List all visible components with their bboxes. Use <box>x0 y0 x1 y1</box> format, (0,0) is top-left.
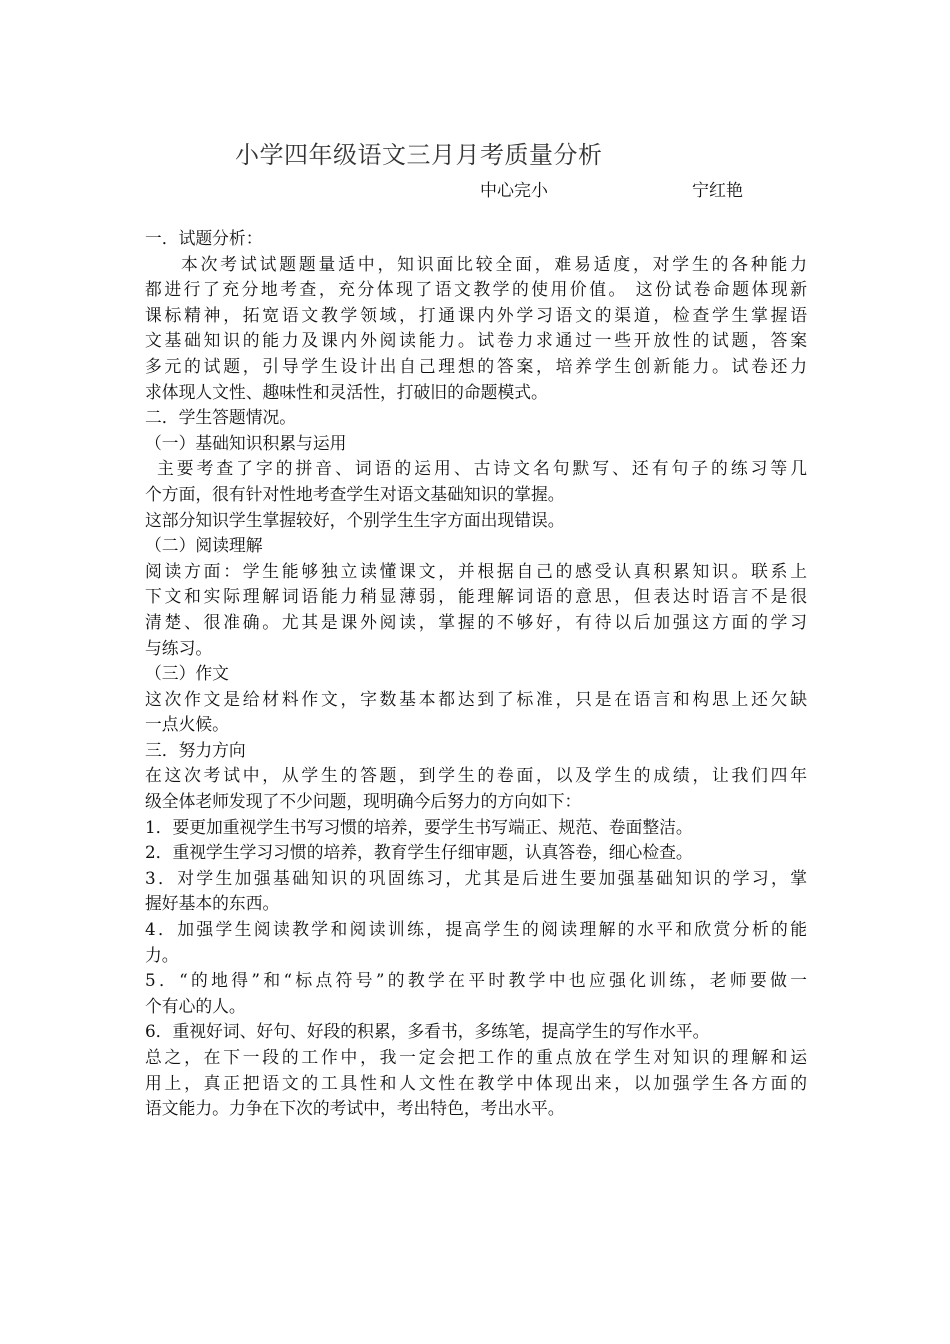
paragraph-line: 求体现人文性、趣味性和灵活性，打破旧的命题模式。 <box>145 381 548 402</box>
list-item: 3．对学生加强基础知识的巩固练习，尤其是后进生要加强基础知识的学习，掌 <box>145 867 807 888</box>
section-heading: 三．努力方向 <box>145 739 246 760</box>
author-name: 宁红艳 <box>692 181 743 201</box>
list-item: 1．要更加重视学生书写习惯的培养，要学生书写端正、规范、卷面整洁。 <box>145 816 693 837</box>
paragraph-line: 下文和实际理解词语能力稍显薄弱，能理解词语的意思，但表达时语言不是很 <box>145 586 807 607</box>
paragraph-line: 个方面，很有针对性地考查学生对语文基础知识的掌握。 <box>145 483 565 504</box>
paragraph-line: 文基础知识的能力及课内外阅读能力。试卷力求通过一些开放性的试题，答案 <box>145 330 807 351</box>
paragraph-line: 与练习。 <box>145 637 213 658</box>
subsection-heading: （三）作文 <box>145 663 229 684</box>
paragraph-line: 一点火候。 <box>145 714 229 735</box>
paragraph-line: 这部分知识学生掌握较好，个别学生生字方面出现错误。 <box>145 509 565 530</box>
document-body <box>145 226 807 1122</box>
document-title: 小学四年级语文三月月考质量分析 <box>235 141 603 169</box>
list-item: 4．加强学生阅读教学和阅读训练，提高学生的阅读理解的水平和欣赏分析的能 <box>145 919 807 940</box>
paragraph-line: 这次作文是给材料作文，字数基本都达到了标准，只是在语言和构思上还欠缺 <box>145 688 807 709</box>
paragraph-line: 总之，在下一段的工作中，我一定会把工作的重点放在学生对知识的理解和运 <box>145 1047 807 1067</box>
paragraph-line: 清楚、很准确。尤其是课外阅读，掌握的不够好，有待以后加强这方面的学习 <box>145 611 807 632</box>
list-item: 5．“的地得”和“标点符号”的教学在平时教学中也应强化训练，老师要做一 <box>145 970 807 991</box>
paragraph-line: 在这次考试中，从学生的答题，到学生的卷面，以及学生的成绩，让我们四年 <box>145 765 807 786</box>
paragraph-line: 都进行了充分地考查，充分体现了语文教学的使用价值。 这份试卷命题体现新 <box>145 279 807 300</box>
section-heading: 二．学生答题情况。 <box>145 407 297 428</box>
paragraph-line: 课标精神，拓宽语文教学领域，打通课内外学习语文的渠道，检查学生掌握语 <box>145 304 807 325</box>
paragraph-line: 级全体老师发现了不少问题，现明确今后努力的方向如下： <box>145 791 582 812</box>
subsection-heading: （二）阅读理解 <box>145 535 263 556</box>
paragraph-line: 多元的试题，引导学生设计出自己理想的答案，培养学生创新能力。试卷还力 <box>145 355 807 376</box>
paragraph-line: 阅读方面：学生能够独立读懂课文，并根据自己的感受认真积累知识。联系上 <box>145 560 807 581</box>
list-item-continuation: 握好基本的东西。 <box>145 893 280 914</box>
list-item-continuation: 力。 <box>145 944 179 965</box>
school-name: 中心完小 <box>480 181 548 201</box>
list-item-continuation: 个有心的人。 <box>145 995 246 1016</box>
paragraph-line: 用上，真正把语文的工具性和人文性在教学中体现出来，以加强学生各方面的 <box>145 1072 807 1093</box>
paragraph-line: 本次考试试题题量适中，知识面比较全面，难易适度，对学生的各种能力 <box>181 253 807 274</box>
section-heading: 一．试题分析： <box>145 228 263 248</box>
paragraph-line: 主要考查了字的拼音、词语的运用、古诗文名句默写、还有句子的练习等几 <box>157 458 807 479</box>
list-item: 2．重视学生学习习惯的培养，教育学生仔细审题，认真答卷，细心检查。 <box>145 842 693 863</box>
paragraph-line: 语文能力。力争在下次的考试中，考出特色，考出水平。 <box>145 1098 565 1119</box>
list-item: 6．重视好词、好句、好段的积累，多看书，多练笔，提高学生的写作水平。 <box>145 1021 710 1042</box>
subsection-heading: （一）基础知识积累与运用 <box>145 432 347 453</box>
